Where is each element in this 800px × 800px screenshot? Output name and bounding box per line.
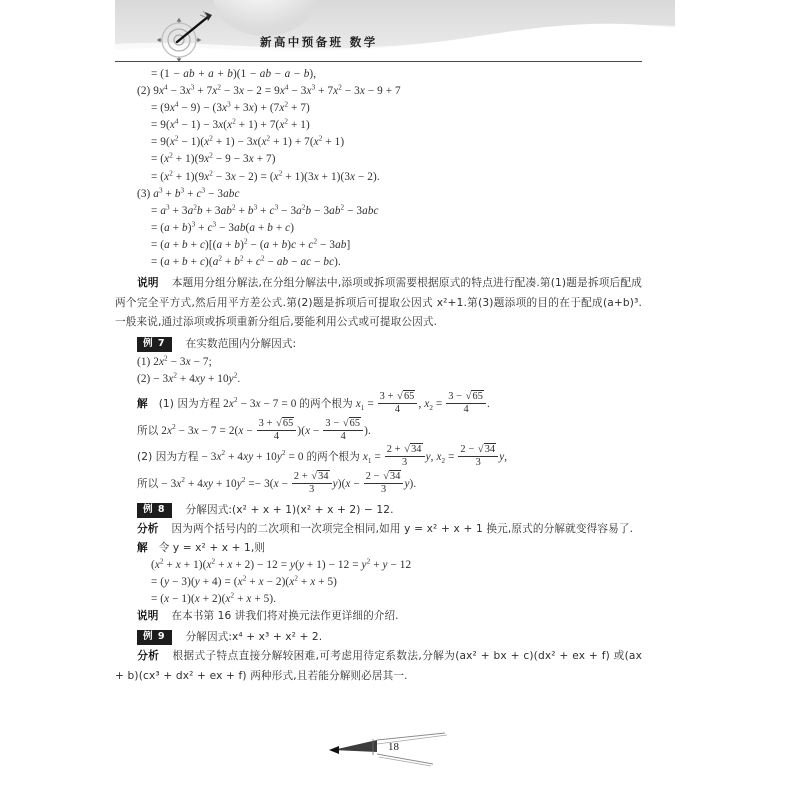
page-body — [115, 66, 642, 687]
example-8-prompt: 分解因式:(x² + x + 1)(x² + x + 2) − 12. — [185, 504, 394, 517]
analysis-label: 分析 — [137, 523, 159, 536]
equation-line: = $9(x^2 - 1)(x^2 + 1) - 3x(x^2 + 1) + 7(x^2 + 1)$ — [151, 134, 345, 149]
equation-line: = $(x^2 + 1)(9x^2 - 3x - 2) = (x^2 + 1)(3x + 1)(3x - 2)$. — [151, 168, 380, 183]
analysis-label: 分析 — [137, 650, 160, 663]
note-text: 本题用分组分解法,在分组分解法中,添项或拆项需要根据原式的特点进行配凑.第(1)题是拆项后配成两个完全平方式,然后用平方差公式.第(2)题是拆项后可提取公因式 x²+1.第(3)题添项的目的在于配成(a+b)³.一般来说,通过添项或拆项重新分组后,要能利用公式或可提取公因式. — [115, 277, 642, 329]
example-7-solution-line-1: 解 (1) 因为方程 $2x^2 - 3x - 7 = 0$ 的两个根为 $x_1$ = $\frac{3 + √65}{4}$ , $x_2$ = $\frac{3 - √65}{4}$ . — [137, 391, 490, 416]
fraction: $\frac{3 + √65}{4}$ — [378, 390, 418, 417]
fraction: $\frac{3 - √65}{4}$ — [446, 390, 486, 417]
equation-line: (2) $9x^4 - 3x^3 + 7x^2 - 3x - 2 = 9x^4 - 3x^3 + 7x^2 - 3x - 9 + 7$ — [137, 83, 401, 98]
example-7-item: $(2) - 3x^2 + 4xy + 10y^2$. — [137, 371, 241, 386]
fraction: $\frac{2 + √34}{3}$ — [292, 470, 332, 497]
example-7-prompt: 在实数范围内分解因式: — [185, 337, 297, 350]
solution-label: 解 — [137, 398, 148, 411]
example-8-step: = $(y - 3)(y + 4) = (x^2 + x - 2)(x^2 + x + 5)$ — [151, 574, 338, 589]
example-9-prompt: 分解因式:x⁴ + x³ + x² + 2. — [185, 631, 323, 644]
page-footer — [115, 732, 642, 776]
example-7-tag: 例 7 — [137, 337, 172, 352]
equation-line: = $(a + b + c)(a^2 + b^2 + c^2$ − ab − ac − bc). — [151, 254, 341, 269]
compass-target-arrow-icon — [153, 6, 217, 62]
note-paragraph — [115, 274, 642, 333]
example-8-tag: 例 8 — [137, 503, 172, 518]
example-8-note — [115, 608, 642, 625]
page-header — [115, 0, 675, 62]
equation-line: = $(a + b + c)[(a + b)^2 - (a + b)c + c^2 - 3ab]$ — [151, 237, 351, 251]
example-7-heading — [115, 336, 642, 353]
example-7-solution-line-3: (2) 因为方程 − $3x^2 + 4xy + 10y^2 = 0$ 的两个根为 $x_1$ = $\frac{2 + √34}{3}$ y, $x_2$ = $\frac{2 - √34}{3}$ y, — [137, 444, 508, 469]
equation-line: = $(9x^4 - 9) - (3x^3 + 3x) + (7x^2 + 7)$ — [151, 100, 310, 115]
equation-line: = $(x^2 + 1)(9x^2 - 9 - 3x + 7)$ — [151, 151, 276, 166]
solution-label: 解 — [137, 541, 148, 554]
example-9-tag: 例 9 — [137, 630, 172, 645]
example-7-solution-line-2: 所以 $2x^2 - 3x - 7 = 2(x$ − $\frac{3 + √65}{4}$ )(x − $\frac{3 - √65}{4}$ ). — [137, 417, 371, 442]
example-8-step: = $(x - 1)(x + 2)(x^2 + x + 5)$. — [151, 591, 277, 606]
fraction: $\frac{2 - √34}{3}$ — [458, 443, 498, 470]
example-8-step: $(x^2 + x + 1)(x^2 + x + 2) - 12 = y(y + 1) - 12 = y^2 + y - 12$ — [151, 557, 412, 571]
header-divider — [115, 61, 642, 62]
fraction: $\frac{3 - √65}{4}$ — [323, 417, 363, 444]
fraction: $\frac{2 + √34}{3}$ — [385, 443, 425, 470]
example-8-solution-intro — [115, 540, 642, 557]
book-page — [115, 0, 675, 800]
page-number: 18 — [388, 741, 399, 753]
equation-line: = $9(x^4 - 1) - 3x(x^2 + 1) + 7(x^2 + 1)$ — [151, 117, 310, 132]
note-label: 说明 — [137, 610, 159, 623]
example-9-heading — [115, 629, 642, 646]
analysis-text: 根据式子特点直接分解较困难,可考虑用待定系数法,分解为(ax² + bx + c)(dx² + ex + f) 或(ax + b)(cx³ + dx² + ex + f) 两种形式,且若能分解则必居其一. — [115, 650, 642, 683]
page-title: 新高中预备班 数学 — [260, 35, 378, 49]
equation-line: = $(a + b)^3 + c^3 - 3ab(a + b + c)$ — [151, 220, 295, 234]
example-8-analysis — [115, 520, 642, 540]
solution-intro: 令 y = x² + x + 1,则 — [158, 541, 266, 554]
fraction: $\frac{2 - √34}{3}$ — [364, 470, 404, 497]
equation-line: (3) $a^3 + b^3 + c^3 - 3abc$ — [137, 185, 240, 200]
note-label: 说明 — [137, 277, 159, 290]
arrow-quill-icon — [115, 732, 642, 776]
equation-line: = $a^3 + 3a^2b + 3ab^2 + b^3 + c^3 - 3a^2b - 3ab^2 - 3abc$ — [151, 203, 379, 217]
example-9-analysis — [115, 647, 642, 686]
example-7-item: (1) $2x^2 - 3x - 7$; — [137, 354, 212, 368]
equation-line: = (1 − ab + a + b)(1 − ab − a − b), — [151, 68, 317, 80]
fraction: $\frac{3 + √65}{4}$ — [257, 417, 297, 444]
analysis-text: 因为两个括号内的二次项和一次项完全相同,如用 y = x² + x + 1 换元,原式的分解就变得容易了. — [171, 523, 634, 536]
note-text: 在本书第 16 讲我们将对换元法作更详细的介绍. — [171, 610, 399, 623]
example-7-solution-line-4: 所以 − $3x^2 + 4xy + 10y^2 =- 3(x$ − $\frac{2 + √34}{3}$ y)(x − $\frac{2 - √34}{3}$ y). — [137, 470, 417, 495]
example-8-heading — [115, 502, 642, 519]
